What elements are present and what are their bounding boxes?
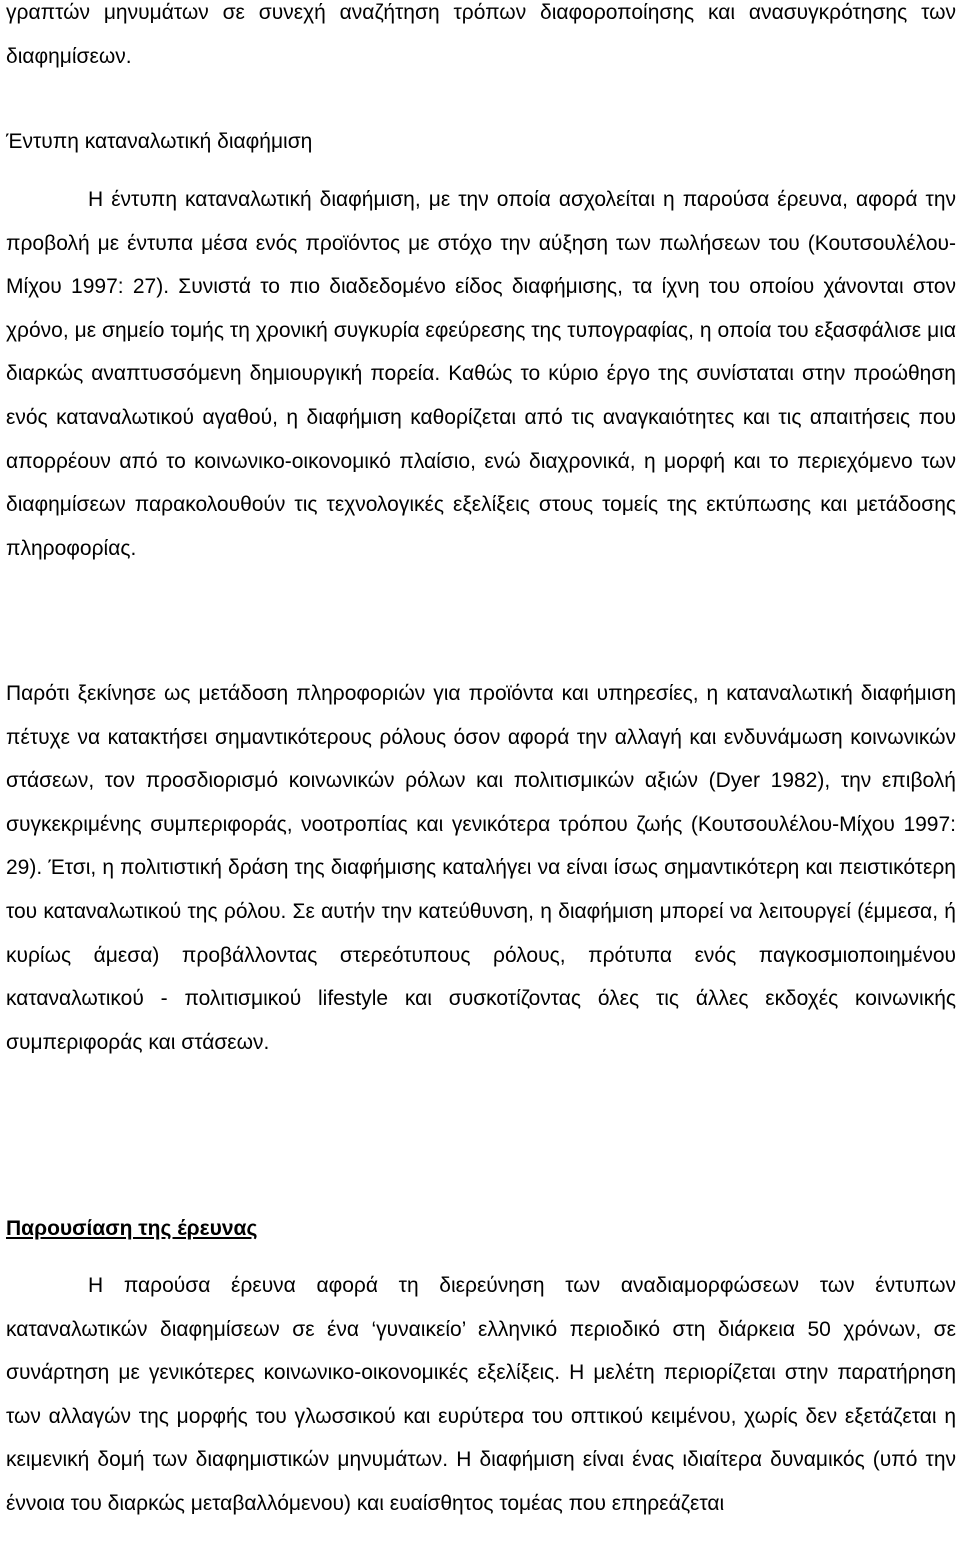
section-heading: Έντυπη καταναλωτική διαφήμιση xyxy=(6,130,313,153)
paragraph-2: Παρότι ξεκίνησε ως μετάδοση πληροφοριών για προϊόντα και υπηρεσίες, η καταναλωτική διαφήμιση πέτυχε να κατακτήσει σημαντικότερους ρόλους όσον αφορά την αλλαγή και ενδυνάμωση κοινωνικών στάσεων, τον προσδιορισμό κοινωνικών ρόλων και πολιτισμικών αξιών (Dyer 1982), την επιβολή συγκεκριμένης συμπεριφοράς, νοοτροπίας και γενικότερα τρόπου ζωής (Κουτσουλέλου-Μίχου 1997: 29). Έτσι, η πολιτιστική δράση της διαφήμισης καταλήγει να είναι ίσως σημαντικότερη και πειστικότερη του καταναλωτικού της ρόλου. Σε αυτήν την κατεύθυνση, η διαφήμιση μπορεί να λειτουργεί (έμμεσα, ή κυρίως άμεσα) προβάλλοντας στερεότυπους ρόλους, πρότυπα ενός παγκοσμιοποιημένου καταναλωτικού - πολιτισμικού lifestyle και συσκοτίζοντας όλες τις άλλες εκδοχές κοινωνικής συμπεριφοράς και στάσεων. xyxy=(6,682,956,1054)
paragraph-continued: γραπτών μηνυμάτων σε συνεχή αναζήτηση τρόπων διαφοροποίησης και ανασυγκρότησης των διαφημίσεων. xyxy=(6,1,956,68)
paragraph-3: Η παρούσα έρευνα αφορά τη διερεύνηση των αναδιαμορφώσεων των έντυπων καταναλωτικών διαφημίσεων σε ένα ‘γυναικείο’ ελληνικό περιοδικό στη διάρκεια 50 χρόνων, σε συνάρτηση με γενικότερες κοινωνικο-οικονομικές εξελίξεις. Η μελέτη περιορίζεται στην παρατήρηση των αλλαγών της μορφής του γλωσσικού και ευρύτερα του οπτικού κειμένου, χωρίς δεν εξετάζεται η κειμενική δομή των διαφημιστικών μηνυμάτων. Η διαφήμιση είναι ένας ιδιαίτερα δυναμικός (υπό την έννοια του διαρκώς μεταβαλλόμενου) και ευαίσθητος τομέας που επηρεάζεται xyxy=(6,1274,956,1515)
section-heading-bold: Παρουσίαση της έρευνας xyxy=(6,1217,258,1240)
paragraph-1: Η έντυπη καταναλωτική διαφήμιση, με την οποία ασχολείται η παρούσα έρευνα, αφορά την προβολή με έντυπα μέσα ενός προϊόντος με στόχο την αύξηση των πωλήσεων του (Κουτσουλέλου-Μίχου 1997: 27). Συνιστά το πιο διαδεδομένο είδος διαφήμισης, τα ίχνη του οποίου χάνονται στον χρόνο, με σημείο τομής τη χρονική συγκυρία εφεύρεσης της τυπογραφίας, η οποία του εξασφάλισε μια διαρκώς αναπτυσσόμενη δημιουργική πορεία. Καθώς το κύριο έργο της συνίσταται στην προώθηση ενός καταναλωτικού αγαθού, η διαφήμιση καθορίζεται από τις αναγκαιότητες και τις απαιτήσεις που απορρέουν από το κοινωνικο-οικονομικό πλαίσιο, ενώ διαχρονικά, η μορφή και το περιεχόμενο των διαφημίσεων παρακολουθούν τις τεχνολογικές εξελίξεις στους τομείς της εκτύπωσης και μετάδοσης πληροφορίας. xyxy=(6,188,956,560)
